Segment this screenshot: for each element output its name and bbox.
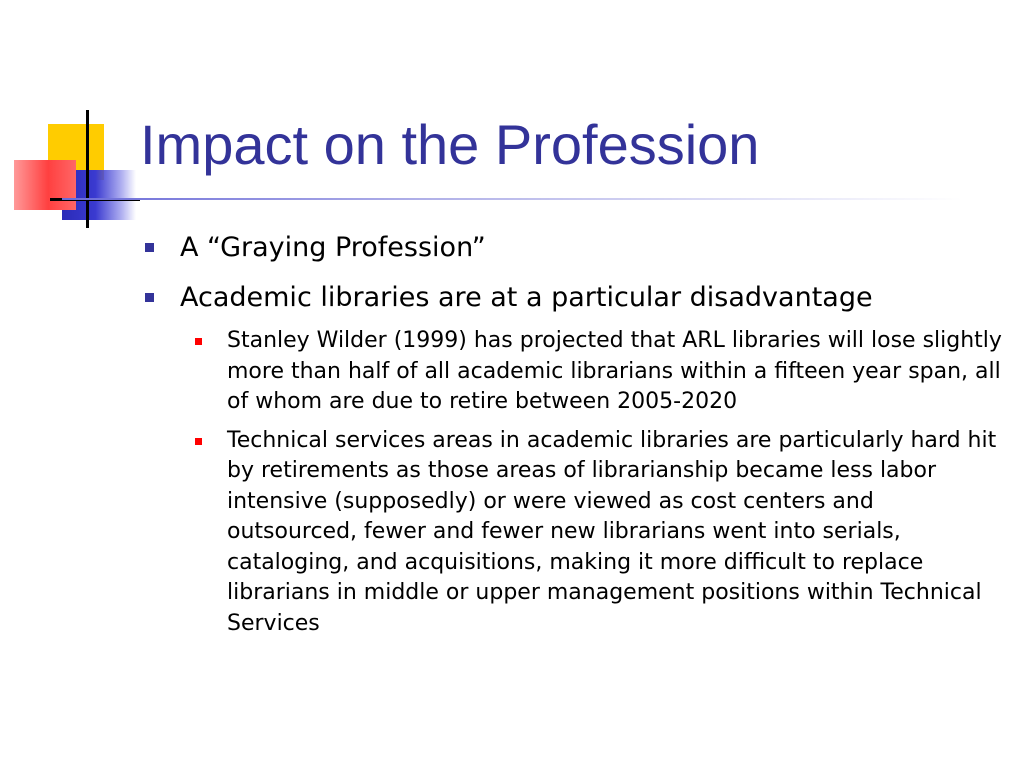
slide-body bbox=[145, 226, 1005, 647]
sub-bullet-list bbox=[195, 326, 1005, 639]
bullet-item bbox=[145, 276, 1005, 320]
colored-squares-logo-icon bbox=[0, 0, 160, 240]
logo-red-square bbox=[14, 160, 76, 210]
red-square-bullet-icon bbox=[195, 438, 202, 445]
bullet-item bbox=[145, 226, 1005, 270]
sub-bullet-text: Technical services areas in academic libraries are particularly hard hit by retirements as those areas of librarianship became less labor intensive (supposedly) or were viewed as cost centers and outsourced, fewer and fewer new librarians went into serials, cataloging, and acquisitions, making it more difficult to replace librarians in middle or upper management positions within Technical Services bbox=[227, 427, 997, 636]
sub-bullet-item bbox=[195, 426, 1005, 640]
logo-vertical-line bbox=[86, 110, 89, 228]
bullet-text: A “Graying Profession” bbox=[180, 232, 486, 263]
red-square-bullet-icon bbox=[195, 338, 202, 345]
sub-bullet-item bbox=[195, 326, 1005, 418]
bullet-text: Academic libraries are at a particular disadvantage bbox=[180, 282, 873, 313]
square-bullet-icon bbox=[145, 293, 154, 302]
title-underline bbox=[62, 198, 962, 200]
square-bullet-icon bbox=[145, 243, 154, 252]
sub-bullet-text: Stanley Wilder (1999) has projected that ARL libraries will lose slightly more than half of all academic librarians within a fifteen year span, all of whom are due to retire between 2005-2020 bbox=[227, 328, 1002, 414]
slide-title: Impact on the Profession bbox=[140, 113, 760, 176]
